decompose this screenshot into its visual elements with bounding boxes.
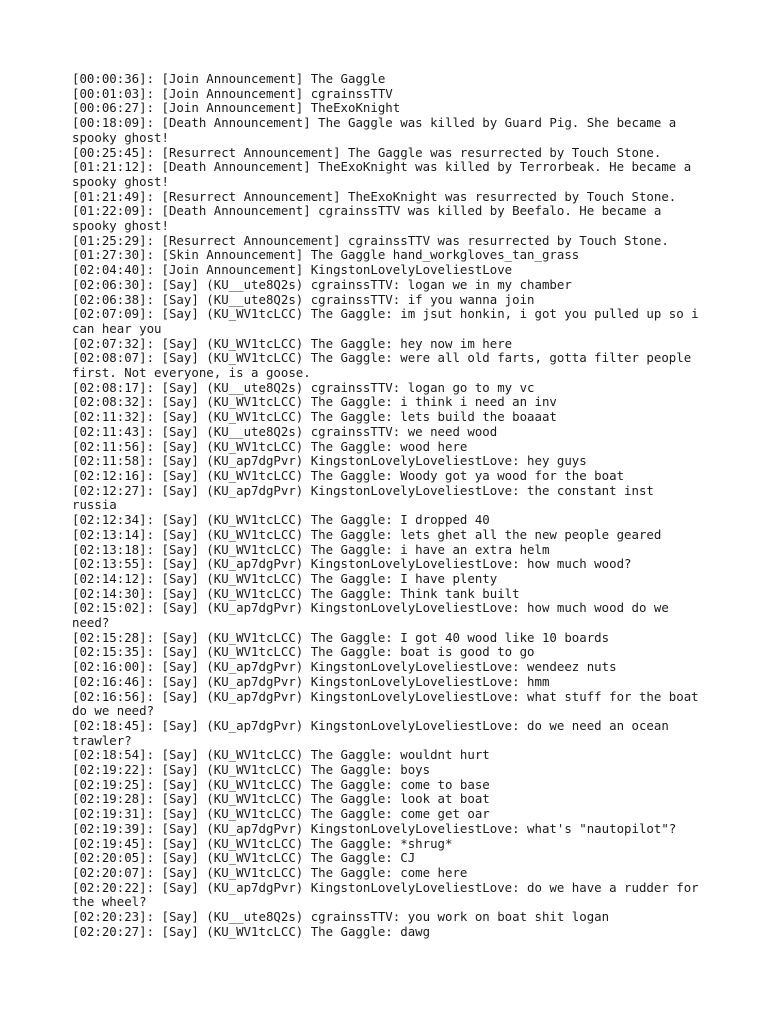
log-line: [02:12:27]: [Say] (KU_ap7dgPvr) KingstonLovelyLoveliestLove: the constant inst russia: [72, 482, 662, 513]
log-line: [02:11:58]: [Say] (KU_ap7dgPvr) KingstonLovelyLoveliestLove: hey guys: [72, 453, 587, 469]
log-line: [01:25:29]: [Resurrect Announcement] cgrainssTTV was resurrected by Touch Stone.: [72, 232, 669, 248]
log-line: [02:20:23]: [Say] (KU__ute8Q2s) cgrainssTTV: you work on boat shit logan: [72, 909, 610, 925]
log-line: [02:12:34]: [Say] (KU_WV1tcLCC) The Gaggle: I dropped 40: [72, 512, 490, 528]
log-line: [02:14:12]: [Say] (KU_WV1tcLCC) The Gaggle: I have plenty: [72, 570, 498, 586]
log-line: [01:21:12]: [Death Announcement] TheExoKnight was killed by Terrorbeak. He became a spooky ghost!: [72, 159, 699, 189]
log-line: [02:13:14]: [Say] (KU_WV1tcLCC) The Gaggle: lets ghet all the new people geared: [72, 526, 662, 542]
log-line: [00:06:27]: [Join Announcement] TheExoKnight: [72, 100, 401, 116]
log-line: [02:07:09]: [Say] (KU_WV1tcLCC) The Gaggle: im jsut honkin, i got you pulled up so i can hear you: [72, 306, 707, 336]
log-line: [02:19:31]: [Say] (KU_WV1tcLCC) The Gaggle: come get oar: [72, 806, 490, 822]
log-line: [02:19:22]: [Say] (KU_WV1tcLCC) The Gaggle: boys: [72, 762, 431, 778]
chat-log: [72, 71, 707, 939]
log-line: [02:04:40]: [Join Announcement] KingstonLovelyLoveliestLove: [72, 262, 513, 278]
log-line: [02:19:39]: [Say] (KU_ap7dgPvr) KingstonLovelyLoveliestLove: what's "nautopilot"?: [72, 820, 677, 836]
log-line: [02:16:00]: [Say] (KU_ap7dgPvr) KingstonLovelyLoveliestLove: wendeez nuts: [72, 659, 617, 675]
log-line: [01:22:09]: [Death Announcement] cgrainssTTV was killed by Beefalo. He became a spooky ghost!: [72, 203, 669, 234]
log-line: [02:18:45]: [Say] (KU_ap7dgPvr) KingstonLovelyLoveliestLove: do we need an ocean trawler?: [72, 717, 677, 748]
log-line: [02:11:56]: [Say] (KU_WV1tcLCC) The Gaggle: wood here: [72, 438, 468, 454]
log-line: [02:11:43]: [Say] (KU__ute8Q2s) cgrainssTTV: we need wood: [72, 423, 498, 439]
log-line: [02:19:28]: [Say] (KU_WV1tcLCC) The Gaggle: look at boat: [72, 791, 490, 807]
log-line: [02:06:38]: [Say] (KU__ute8Q2s) cgrainssTTV: if you wanna join: [72, 291, 535, 307]
log-line: [02:14:30]: [Say] (KU_WV1tcLCC) The Gaggle: Think tank built: [72, 585, 520, 601]
log-line: [02:07:32]: [Say] (KU_WV1tcLCC) The Gaggle: hey now im here: [72, 335, 513, 351]
log-line: [02:13:18]: [Say] (KU_WV1tcLCC) The Gaggle: i have an extra helm: [72, 541, 550, 557]
log-line: [02:08:17]: [Say] (KU__ute8Q2s) cgrainssTTV: logan go to my vc: [72, 379, 535, 395]
log-line: [00:25:45]: [Resurrect Announcement] The Gaggle was resurrected by Touch Stone.: [72, 144, 662, 160]
log-line: [02:20:27]: [Say] (KU_WV1tcLCC) The Gaggle: dawg: [72, 923, 431, 939]
log-line: [02:11:32]: [Say] (KU_WV1tcLCC) The Gaggle: lets build the boaaat: [72, 409, 557, 425]
log-line: [01:27:30]: [Skin Announcement] The Gaggle hand_workgloves_tan_grass: [72, 247, 580, 263]
log-line: [02:19:25]: [Say] (KU_WV1tcLCC) The Gaggle: come to base: [72, 776, 490, 792]
log-line: [02:06:30]: [Say] (KU__ute8Q2s) cgrainssTTV: logan we in my chamber: [72, 276, 572, 292]
log-line: [02:12:16]: [Say] (KU_WV1tcLCC) The Gaggle: Woody got ya wood for the boat: [72, 467, 625, 483]
log-line: [02:20:22]: [Say] (KU_ap7dgPvr) KingstonLovelyLoveliestLove: do we have a rudder for the wheel?: [72, 879, 707, 910]
log-line: [02:16:56]: [Say] (KU_ap7dgPvr) KingstonLovelyLoveliestLove: what stuff for the boat do we need?: [72, 688, 707, 719]
chat-log-document: [72, 71, 707, 939]
log-line: [02:20:05]: [Say] (KU_WV1tcLCC) The Gaggle: CJ: [72, 850, 416, 866]
log-line: [01:21:49]: [Resurrect Announcement] TheExoKnight was resurrected by Touch Stone.: [72, 188, 677, 204]
log-line: [02:15:02]: [Say] (KU_ap7dgPvr) KingstonLovelyLoveliestLove: how much wood do we need?: [72, 600, 677, 631]
log-line: [00:01:03]: [Join Announcement] cgrainssTTV: [72, 85, 393, 101]
log-line: [00:00:36]: [Join Announcement] The Gaggle: [72, 71, 386, 86]
log-line: [02:20:07]: [Say] (KU_WV1tcLCC) The Gaggle: come here: [72, 864, 468, 880]
log-line: [02:13:55]: [Say] (KU_ap7dgPvr) KingstonLovelyLoveliestLove: how much wood?: [72, 556, 632, 572]
log-line: [00:18:09]: [Death Announcement] The Gaggle was killed by Guard Pig. She became a spooky ghost!: [72, 115, 684, 145]
log-line: [02:08:32]: [Say] (KU_WV1tcLCC) The Gaggle: i think i need an inv: [72, 394, 557, 410]
log-line: [02:18:54]: [Say] (KU_WV1tcLCC) The Gaggle: wouldnt hurt: [72, 747, 490, 763]
log-line: [02:16:46]: [Say] (KU_ap7dgPvr) KingstonLovelyLoveliestLove: hmm: [72, 673, 550, 689]
log-line: [02:15:28]: [Say] (KU_WV1tcLCC) The Gaggle: I got 40 wood like 10 boards: [72, 629, 610, 645]
log-line: [02:08:07]: [Say] (KU_WV1tcLCC) The Gaggle: were all old farts, gotta filter people first. Not everyone, is a goose.: [72, 350, 699, 381]
log-line: [02:19:45]: [Say] (KU_WV1tcLCC) The Gaggle: *shrug*: [72, 835, 453, 851]
log-line: [02:15:35]: [Say] (KU_WV1tcLCC) The Gaggle: boat is good to go: [72, 644, 535, 660]
